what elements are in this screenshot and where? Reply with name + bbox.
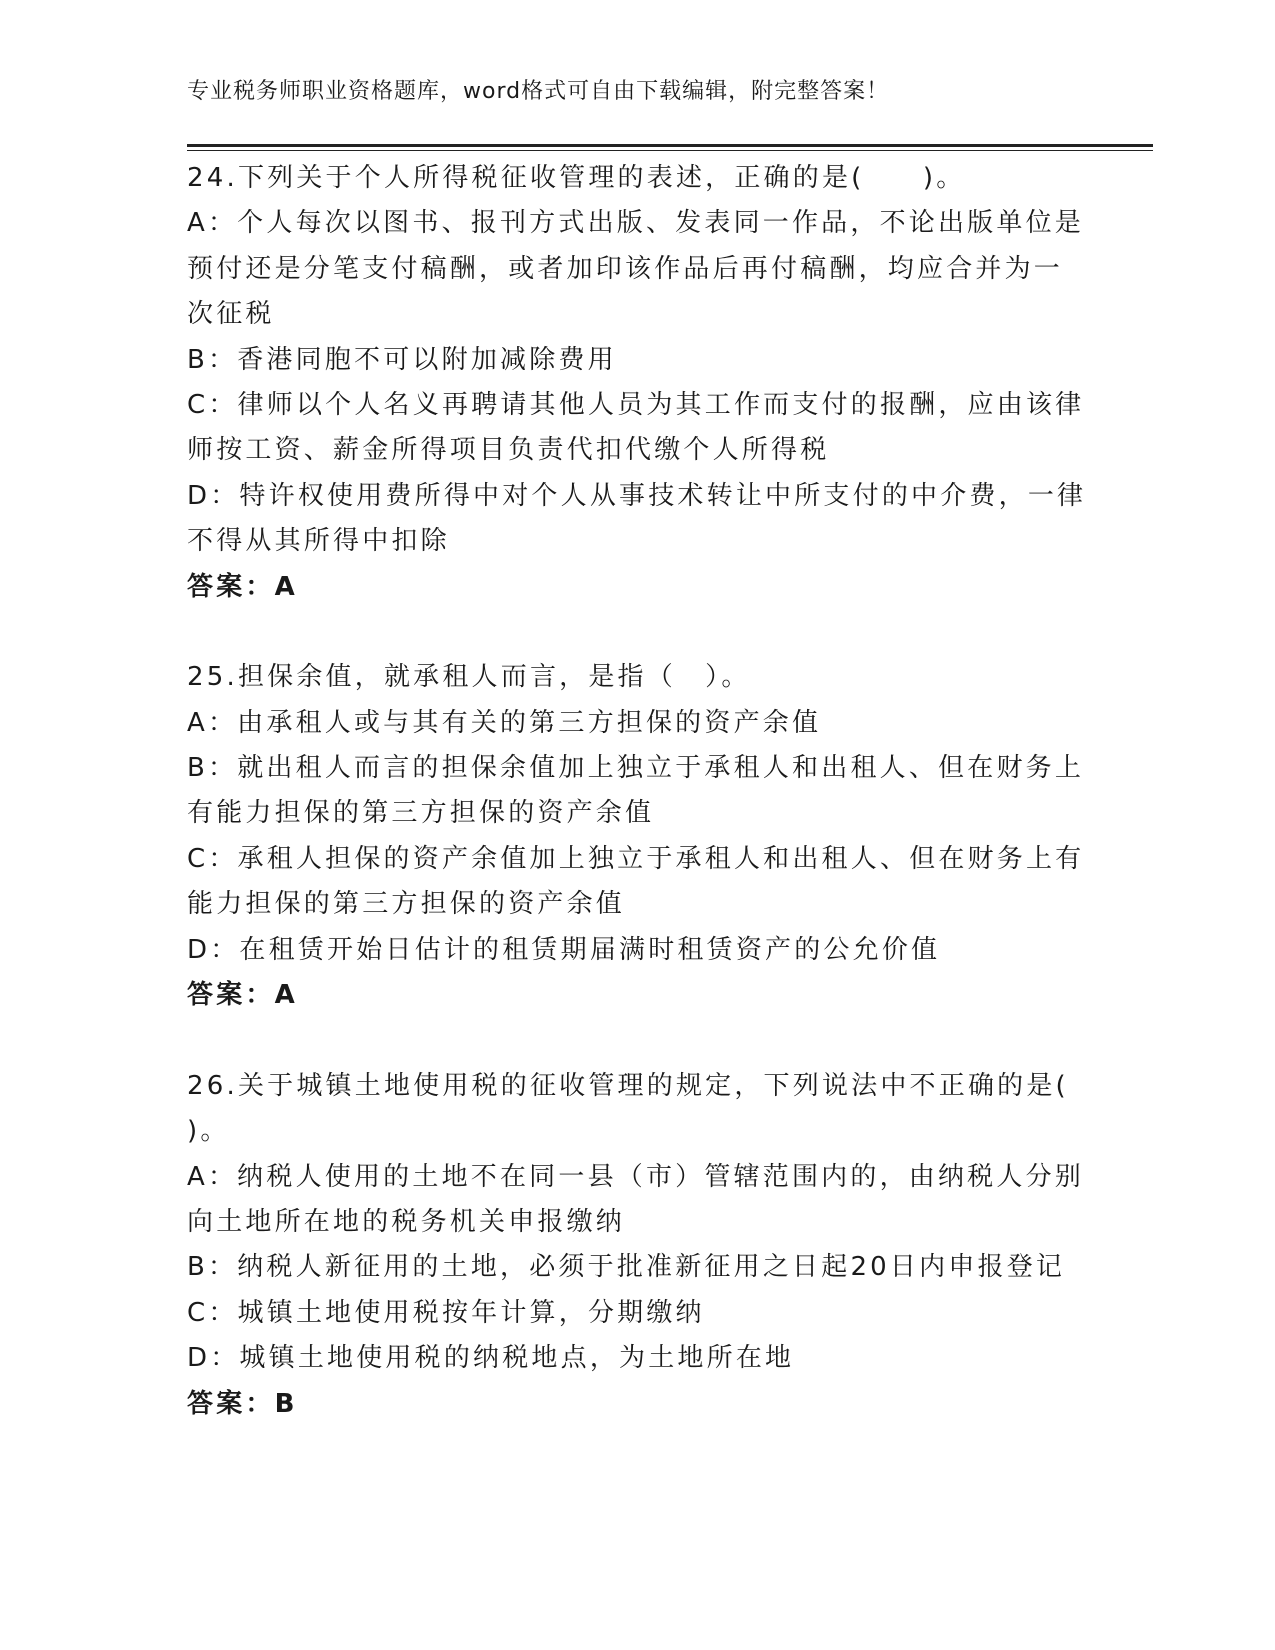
answer-label: 答案：A [187, 980, 298, 1011]
question-25 [187, 655, 1087, 1018]
header-rule-thin [187, 150, 1153, 151]
option-c-continued: 师按工资、薪金所得项目负责代扣代缴个人所得税 [187, 435, 830, 466]
option-a: A：由承租人或与其有关的第三方担保的资产余值 [187, 707, 822, 738]
question-26 [187, 1064, 1087, 1427]
question-24 [187, 156, 1087, 610]
option-d: D：在租赁开始日估计的租赁期届满时租赁资产的公允价值 [187, 934, 941, 965]
spacer [187, 610, 1087, 655]
option-b: B：香港同胞不可以附加减除费用 [187, 344, 617, 375]
option-d-continued: 不得从其所得中扣除 [187, 526, 450, 557]
option-c-continued: 能力担保的第三方担保的资产余值 [187, 889, 626, 920]
option-b: B：纳税人新征用的土地，必须于批准新征用之日起20日内申报登记 [187, 1252, 1066, 1283]
option-d: D：城镇土地使用税的纳税地点，为土地所在地 [187, 1343, 795, 1374]
option-d: D：特许权使用费所得中对个人从事技术转让中所支付的中介费，一律 [187, 480, 1087, 511]
answer-label: 答案：A [187, 571, 298, 602]
option-c: C：城镇土地使用税按年计算，分期缴纳 [187, 1297, 705, 1328]
option-a: A：纳税人使用的土地不在同一县（市）管辖范围内的，由纳税人分别 [187, 1161, 1084, 1192]
spacer [187, 1018, 1087, 1063]
page-header: 专业税务师职业资格题库，word格式可自由下载编辑，附完整答案！ [187, 79, 890, 104]
answer-label: 答案：B [187, 1388, 298, 1419]
option-c: C：律师以个人名义再聘请其他人员为其工作而支付的报酬，应由该律 [187, 389, 1085, 420]
question-stem: 26.关于城镇土地使用税的征收管理的规定，下列说法中不正确的是( [187, 1070, 1069, 1101]
question-list [187, 156, 1087, 1427]
option-a-continued: 预付还是分笔支付稿酬，或者加印该作品后再付稿酬，均应合并为一 [187, 253, 1064, 284]
question-stem: 25.担保余值，就承租人而言，是指（ ）。 [187, 662, 751, 693]
question-stem: 24.下列关于个人所得税征收管理的表述，正确的是( )。 [187, 163, 966, 193]
option-a: A：个人每次以图书、报刊方式出版、发表同一作品，不论出版单位是 [187, 208, 1084, 239]
option-b: B：就出租人而言的担保余值加上独立于承租人和出租人、但在财务上 [187, 753, 1085, 784]
option-b-continued: 有能力担保的第三方担保的资产余值 [187, 798, 655, 829]
option-c: C：承租人担保的资产余值加上独立于承租人和出租人、但在财务上有 [187, 843, 1085, 874]
question-stem-continued: )。 [187, 1116, 230, 1147]
option-a-continued: 向土地所在地的税务机关申报缴纳 [187, 1206, 626, 1237]
option-a-continued: 次征税 [187, 299, 275, 330]
header-rule-thick [187, 144, 1153, 147]
